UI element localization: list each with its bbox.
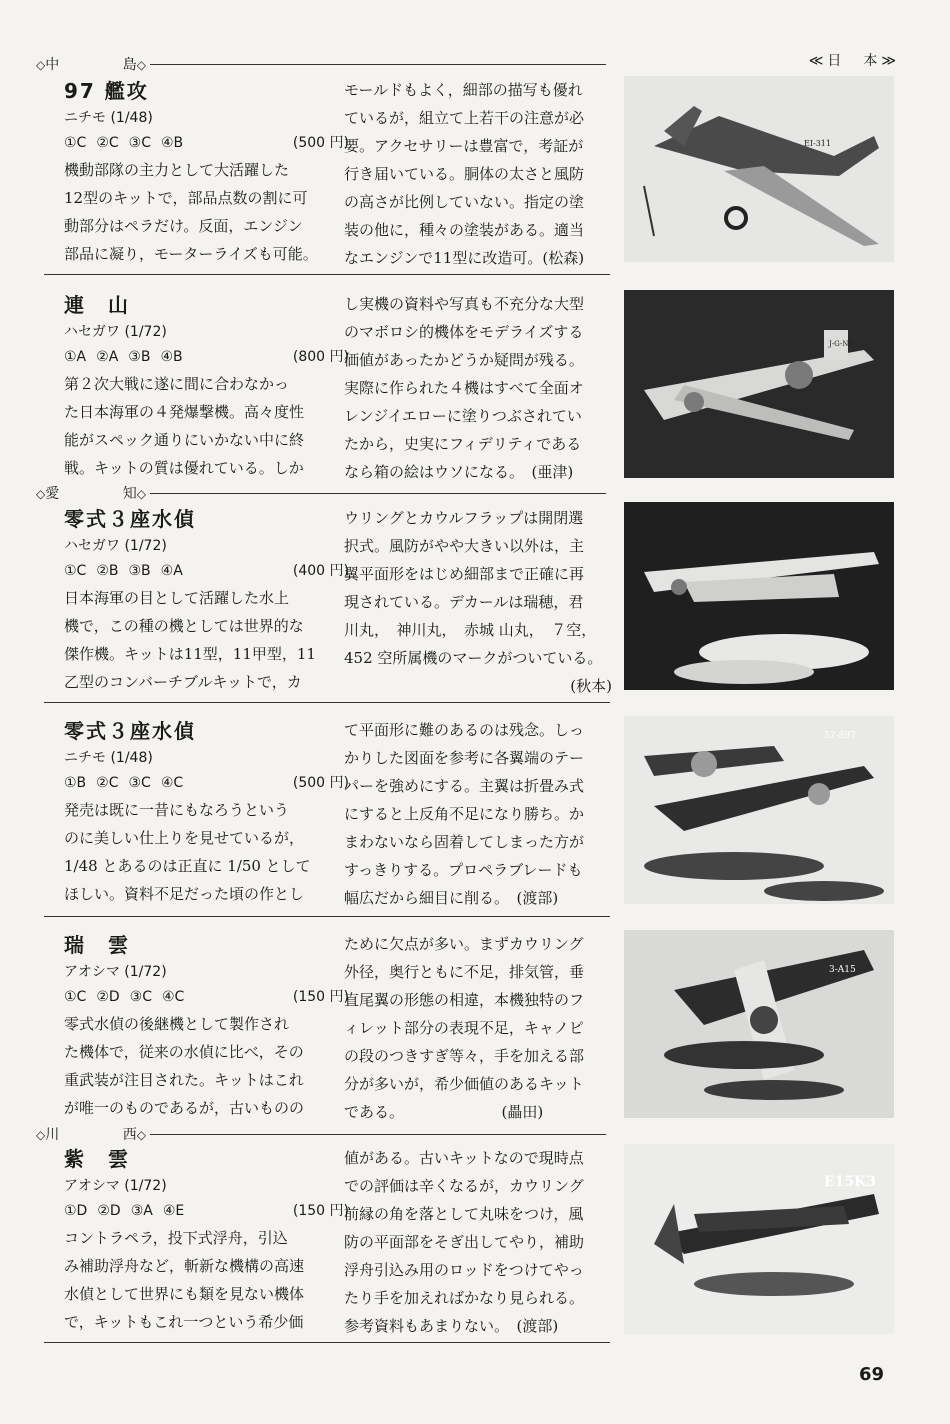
- page-number: 69: [858, 1364, 884, 1385]
- maker-name-a: 川: [45, 1127, 60, 1143]
- maker-name-b: 西: [122, 1127, 137, 1143]
- entry-body: 零式水偵の後継機として製作され た機体で，従来の水偵に比べ，その 重武装が注目された。キットはこれ が唯一のものであるが，古いものの: [64, 1015, 305, 1117]
- photo-shiun: [624, 1144, 894, 1334]
- maker-heading-aichi: ◇愛 知◇: [36, 483, 606, 503]
- entry-signature: (秋本): [570, 677, 612, 695]
- section-divider: [44, 1342, 610, 1343]
- photo-label: J-G-NE: [829, 340, 854, 348]
- entry-ratings: ①C ②D ③C ④C (150 円): [64, 989, 349, 1005]
- maker-heading-nakajima: ◇中 島◇: [36, 54, 606, 74]
- entry-title: 紫 雲: [64, 1147, 130, 1171]
- entry-ratings: ①B ②C ③C ④C (500 円): [64, 775, 349, 791]
- section-divider: [44, 274, 610, 275]
- entry-title: 瑞 雲: [64, 933, 130, 957]
- entry-body: 発売は既に一昔にもなろうという のに美しい仕上りを見せているが， 1/48 とあるのは正直に 1/50 として ほしい。資料不足だった頃の作とし: [64, 801, 311, 903]
- entry-body-continued: し実機の資料や写真も不充分な大型 のマボロシ的機体をモデライズする 価値があったかどうか疑問が残る。 実際に作られた４機はすべて全面オ レンジイエローに塗りつぶされてい たから，史実にフィデリティである なら箱の絵はウソになる。 (亜津): [344, 295, 585, 481]
- photo-zero-recon-nichimo: [624, 716, 894, 904]
- maker-name-a: 中: [45, 57, 60, 73]
- entry-ratings: ①C ②C ③C ④B (500 円): [64, 135, 349, 151]
- entry-ratings: ①D ②D ③A ④E (150 円): [64, 1203, 349, 1219]
- section-divider: [44, 702, 610, 703]
- entry-ratings: ①A ②A ③B ④B (800 円): [64, 349, 349, 365]
- entry-body-continued: 値がある。古いキットなので現時点 での評価は辛くなるが，カウリング 前縁の角を落として丸味をつけ，風 防の平面部をそぎ出してやり，補助 浮舟引込み用のロッドをつけてやっ たり手を加えればかなり見られる。 参考資料もあまりない。 (渡部): [344, 1149, 585, 1335]
- maker-name-b: 島: [122, 57, 137, 73]
- region-header: ≪日 本≫: [808, 53, 900, 69]
- entry-body: 機動部隊の主力として大活躍した 12型のキットで，部品点数の割に可 動部分はペラだけ。反面，エンジン 部品に凝り，モーターライズも可能。: [64, 161, 318, 263]
- entry-maker-scale: ハセガワ (1/72): [64, 538, 167, 554]
- photo-label: EI-311: [804, 139, 831, 148]
- section-divider: [44, 916, 610, 917]
- photo-zero-recon-hasegawa: [624, 502, 894, 690]
- photo-zuiun: [624, 930, 894, 1118]
- entry-ratings: ①C ②B ③B ④A (400 円): [64, 563, 349, 579]
- entry-body-continued: ウリングとカウルフラップは開閉選 択式。風防がやや大きい以外は，主 翼平面形をはじめ細部まで正確に再 現されている。デカールは瑞穂，君 川丸， 神川丸， 赤城 山丸， ７空， 452 空所属機のマークがついている。 (秋本): [344, 504, 612, 700]
- maker-heading-kawanishi: ◇川 西◇: [36, 1124, 606, 1144]
- entry-title: 零式３座水偵: [64, 507, 196, 531]
- entry-body: コントラペラ，投下式浮舟，引込 み補助浮舟など，斬新な機構の高速 水偵として世界にも類を見ない機体 で，キットもこれ一つという希少価: [64, 1229, 305, 1331]
- entry-title: 零式３座水偵: [64, 719, 196, 743]
- entry-body-continued: ために欠点が多い。まずカウリング 外径，奥行ともに不足，排気管，垂 直尾翼の形態の相違，本機独特のフ ィレット部分の表現不足，キャノピ の段のつきすぎ等々，手を加える部 分が多いが，希少価値のあるキット である。 (畾田): [344, 935, 585, 1121]
- maker-name-b: 知: [122, 486, 137, 502]
- entry-maker-scale: ニチモ (1/48): [64, 750, 153, 766]
- photo-label: E15K3: [824, 1174, 877, 1190]
- photo-label: 52-897: [824, 731, 856, 741]
- maker-name-a: 愛: [45, 486, 60, 502]
- entry-title: 連 山: [64, 293, 130, 317]
- entry-body-continued: て平面形に難のあるのは残念。しっ かりした図面を参考に各翼端のテー パーを強めにする。主翼は折畳み式 にすると上反角不足になり勝ち。か まわないなら固着してしまった方が すっきりする。プロペラブレードも 幅広だから細目に削る。 (渡部): [344, 721, 585, 907]
- entry-body: 第２次大戦に遂に間に合わなかっ た日本海軍の４発爆撃機。高々度性 能がスペック通りにいかない中に終 戦。キットの質は優れている。しか: [64, 375, 305, 477]
- photo-renzan: [624, 290, 894, 478]
- entry-body-continued: モールドもよく，細部の描写も優れ ているが，組立て上若干の注意が必 要。アクセサリーは豊富で，考証が 行き届いている。胴体の太さと風防 の高さが比例していない。指定の塗 装の他に，種々の塗装がある。適当 なエンジンで11型に改造可。(松森): [344, 81, 585, 267]
- entry-maker-scale: アオシマ (1/72): [64, 1178, 167, 1194]
- entry-maker-scale: アオシマ (1/72): [64, 964, 167, 980]
- entry-body: 日本海軍の目として活躍した水上 機で，この種の機としては世界的な 傑作機。キットは11型，11甲型，11 乙型のコンバーチブルキットで，カ: [64, 589, 316, 691]
- entry-maker-scale: ニチモ (1/48): [64, 110, 153, 126]
- entry-title: 97 艦攻: [64, 79, 149, 103]
- entry-maker-scale: ハセガワ (1/72): [64, 324, 167, 340]
- photo-label: 3-A15: [829, 965, 856, 975]
- photo-97-kankou: [624, 76, 894, 262]
